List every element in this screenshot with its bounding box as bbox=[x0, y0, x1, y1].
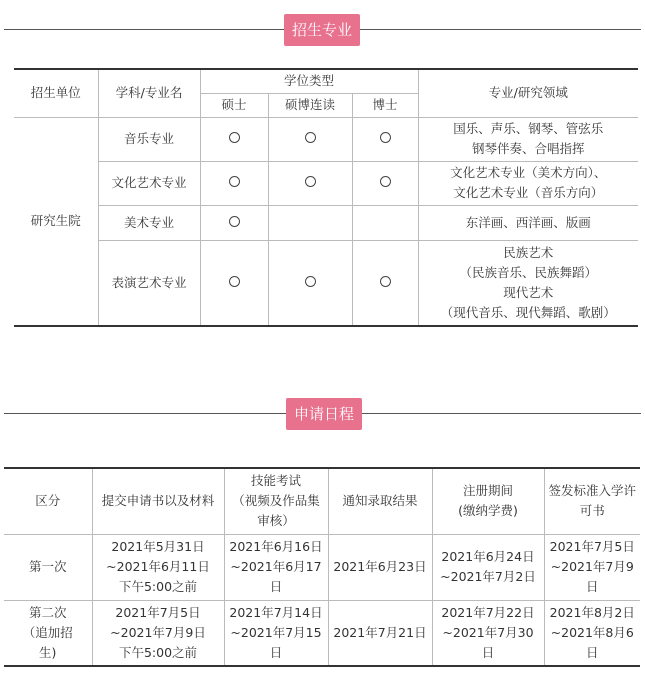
schedule-register: 2021年6月24日 ~2021年7月2日 bbox=[432, 534, 544, 600]
mark-phd bbox=[352, 205, 418, 240]
circle-icon bbox=[305, 132, 316, 143]
major-field: 东洋画、西洋画、版画 bbox=[418, 205, 638, 240]
header-category: 区分 bbox=[4, 468, 92, 534]
major-name: 美术专业 bbox=[98, 205, 200, 240]
circle-icon bbox=[380, 276, 391, 287]
mark-master-phd bbox=[268, 240, 352, 326]
circle-icon bbox=[380, 132, 391, 143]
major-name: 文化艺术专业 bbox=[98, 161, 200, 205]
schedule-issue: 2021年7月5日 ~2021年7月9日 bbox=[544, 534, 640, 600]
table-row bbox=[14, 117, 638, 161]
header-issue: 签发标准入学许 可书 bbox=[544, 468, 640, 534]
mark-master-phd bbox=[268, 161, 352, 205]
mark-phd bbox=[352, 161, 418, 205]
table-row bbox=[4, 600, 640, 666]
header-subject: 学科/专业名 bbox=[98, 69, 200, 117]
header-unit: 招生单位 bbox=[14, 69, 98, 117]
schedule-submit: 2021年7月5日 ~2021年7月9日 下午5:00之前 bbox=[92, 600, 224, 666]
schedule-exam: 2021年6月16日 ~2021年6月17日 bbox=[224, 534, 328, 600]
circle-icon bbox=[229, 176, 240, 187]
schedule-exam: 2021年7月14日 ~2021年7月15日 bbox=[224, 600, 328, 666]
major-field: 民族艺术 （民族音乐、民族舞蹈） 现代艺术 （现代音乐、现代舞蹈、歌剧） bbox=[418, 240, 638, 326]
mark-master bbox=[200, 240, 268, 326]
header-master-phd: 硕博连读 bbox=[268, 93, 352, 117]
table-row bbox=[14, 240, 638, 326]
mark-master-phd bbox=[268, 117, 352, 161]
schedule-submit: 2021年5月31日 ~2021年6月11日 下午5:00之前 bbox=[92, 534, 224, 600]
schedule-category: 第一次 bbox=[4, 534, 92, 600]
header-submit: 提交申请书以及材料 bbox=[92, 468, 224, 534]
section-title-schedule: 申请日程 bbox=[286, 398, 362, 430]
mark-phd bbox=[352, 240, 418, 326]
major-field: 文化艺术专业（美术方向）、 文化艺术专业（音乐方向） bbox=[418, 161, 638, 205]
section-title-majors: 招生专业 bbox=[284, 14, 360, 46]
circle-icon bbox=[229, 132, 240, 143]
table-row bbox=[14, 161, 638, 205]
schedule-issue: 2021年8月2日 ~2021年8月6日 bbox=[544, 600, 640, 666]
circle-icon bbox=[305, 176, 316, 187]
circle-icon bbox=[229, 216, 240, 227]
major-field: 国乐、声乐、钢琴、管弦乐 钢琴伴奏、合唱指挥 bbox=[418, 117, 638, 161]
table-row bbox=[4, 534, 640, 600]
section-header-majors bbox=[0, 14, 645, 46]
mark-phd bbox=[352, 117, 418, 161]
mark-master bbox=[200, 161, 268, 205]
major-name: 音乐专业 bbox=[98, 117, 200, 161]
circle-icon bbox=[229, 276, 240, 287]
schedule-category: 第二次 （追加招 生) bbox=[4, 600, 92, 666]
section-header-schedule bbox=[0, 398, 645, 430]
header-field: 专业/研究领域 bbox=[418, 69, 638, 117]
circle-icon bbox=[305, 276, 316, 287]
header-register: 注册期间 (缴纳学费) bbox=[432, 468, 544, 534]
schedule-notice: 2021年7月21日 bbox=[328, 600, 432, 666]
header-phd: 博士 bbox=[352, 93, 418, 117]
header-master: 硕士 bbox=[200, 93, 268, 117]
circle-icon bbox=[380, 176, 391, 187]
schedule-register: 2021年7月22日 ~2021年7月30日 bbox=[432, 600, 544, 666]
unit-name: 研究生院 bbox=[14, 117, 98, 326]
header-degree-type: 学位类型 bbox=[200, 69, 418, 93]
header-notice: 通知录取结果 bbox=[328, 468, 432, 534]
schedule-notice: 2021年6月23日 bbox=[328, 534, 432, 600]
schedule-table bbox=[4, 467, 640, 667]
table-row bbox=[14, 205, 638, 240]
majors-table bbox=[14, 68, 638, 327]
major-name: 表演艺术专业 bbox=[98, 240, 200, 326]
mark-master-phd bbox=[268, 205, 352, 240]
mark-master bbox=[200, 205, 268, 240]
header-exam: 技能考试 （视频及作品集 审核） bbox=[224, 468, 328, 534]
mark-master bbox=[200, 117, 268, 161]
